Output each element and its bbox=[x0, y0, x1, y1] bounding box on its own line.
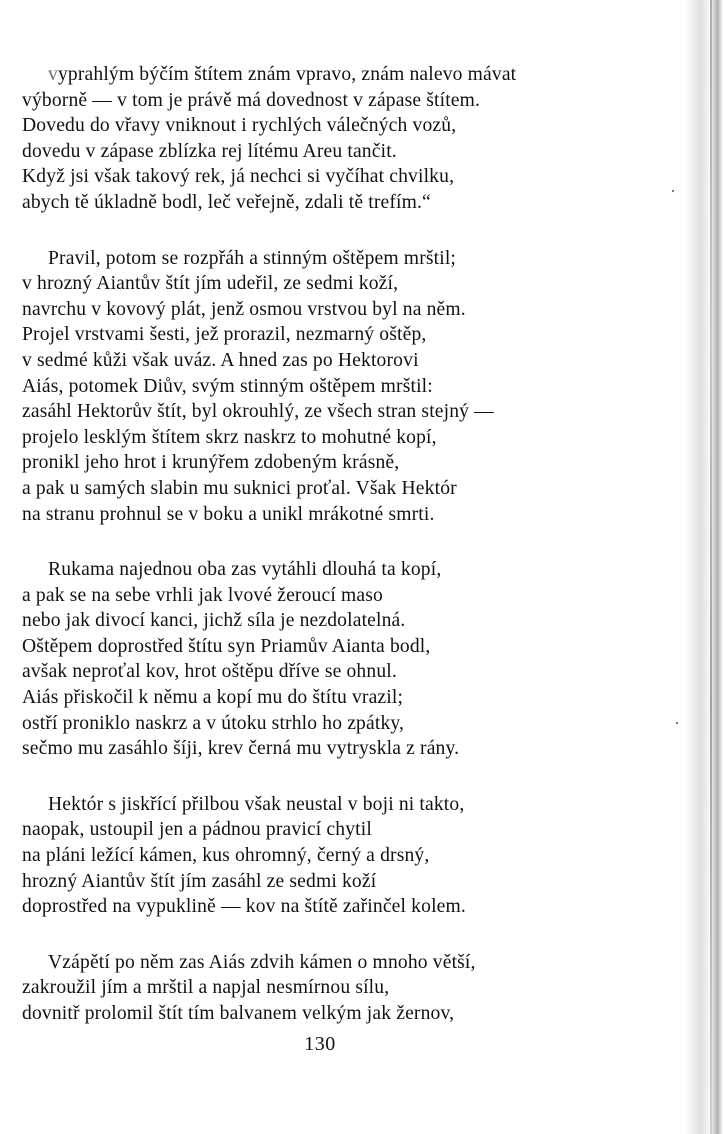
verse-line: doprostřed na vypuklině — kov na štítě zařinčel kolem. bbox=[22, 896, 466, 918]
stanza-5 bbox=[22, 950, 602, 1027]
verse-line: zasáhl Hektorův štít, byl okrouhlý, ze všech stran stejný — bbox=[22, 401, 494, 423]
verse-line: naopak, ustoupil jen a pádnou pravicí chytil bbox=[22, 819, 372, 841]
stanza-1 bbox=[22, 62, 602, 216]
verse-line: ostří proniklo naskrz a v útoku strhlo ho zpátky, bbox=[22, 712, 405, 734]
scan-speck bbox=[672, 190, 674, 192]
stanza-2 bbox=[22, 246, 602, 528]
verse-line: v hrozný Aiantův štít jím udeřil, ze sedmi koží, bbox=[22, 273, 399, 295]
verse-line: navrchu v kovový plát, jenž osmou vrstvou byl na něm. bbox=[22, 298, 466, 320]
verse-line: Když jsi však takový rek, já nechci si vyčíhat chvilku, bbox=[22, 166, 455, 188]
stanza-4 bbox=[22, 792, 602, 920]
verse-line: dovedu v zápase zblízka rej lítému Areu tančit. bbox=[22, 140, 397, 162]
verse-line: projelo lesklým štítem skrz naskrz to mohutné kopí, bbox=[22, 426, 437, 448]
page-number: 130 bbox=[304, 1033, 336, 1055]
verse-line: a pak se na sebe vrhli jak lvové žeroucí maso bbox=[22, 584, 383, 606]
verse-line: Projel vrstvami šesti, jež prorazil, nezmarný oštěp, bbox=[22, 324, 427, 346]
verse-line: hrozný Aiantův štít jím zasáhl ze sedmi koží bbox=[22, 870, 377, 892]
verse-line-text: yprahlým býčím štítem znám vpravo, znám nalevo mávat bbox=[57, 64, 517, 85]
verse-line: pronikl jeho hrot i krunýřem zdobeným krásně, bbox=[22, 452, 400, 474]
verse-line: Aiás, potomek Diův, svým stinným oštěpem mrštil: bbox=[22, 375, 433, 397]
verse-line: Dovedu do vřavy vniknout i rychlých válečných vozů, bbox=[22, 115, 457, 137]
verse-line: avšak neproťal kov, hrot oštěpu dříve se ohnul. bbox=[22, 661, 397, 683]
verse-line: zakroužil jím a mrštil a napjal nesmírnou sílu, bbox=[22, 977, 390, 999]
verse-line: na stranu prohnul se v boku a unikl mrákotné smrti. bbox=[22, 503, 435, 525]
verse-line: Aiás přiskočil k němu a kopí mu do štítu vrazil; bbox=[22, 687, 404, 709]
verse-line: a pak u samých slabin mu suknici proťal. Však Hektór bbox=[22, 477, 457, 499]
verse-line: dovnitř prolomil štít tím balvanem velkým jak žernov, bbox=[22, 1003, 455, 1024]
page-edge-line bbox=[710, 0, 712, 1134]
verse-line: na pláni ležící kámen, kus ohromný, černý a drsný, bbox=[22, 845, 430, 867]
verse-line: v sedmé kůži však uváz. A hned zas po Hektorovi bbox=[22, 349, 419, 371]
page-text-body bbox=[22, 62, 602, 1027]
verse-line: výborně — v tom je právě má dovednost v zápase štítem. bbox=[22, 89, 481, 111]
scan-speck bbox=[676, 722, 678, 724]
page-gutter-shadow bbox=[677, 0, 723, 1134]
verse-line: nebo jak divocí kanci, jichž síla je nezdolatelná. bbox=[22, 610, 406, 632]
verse-line: sečmo mu zasáhlo šíji, krev černá mu vytryskla z rány. bbox=[22, 738, 460, 760]
faded-lead-character: v bbox=[48, 64, 58, 85]
verse-line: Pravil, potom se rozpřáh a stinným oštěpem mrštil; bbox=[48, 247, 457, 269]
verse-line: Hektór s jiskřící přilbou však neustal v boji ni takto, bbox=[48, 793, 465, 815]
verse-line: Vzápětí po něm zas Aiás zdvih kámen o mnoho větší, bbox=[48, 951, 476, 973]
verse-line: Oštěpem doprostřed štítu syn Priamův Aianta bodl, bbox=[22, 635, 431, 657]
verse-line: Rukama najednou oba zas vytáhli dlouhá ta kopí, bbox=[48, 559, 442, 581]
verse-line: abych tě úkladně bodl, leč veřejně, zdali tě trefím.“ bbox=[22, 191, 431, 213]
verse-line bbox=[22, 62, 602, 88]
stanza-3 bbox=[22, 557, 602, 762]
